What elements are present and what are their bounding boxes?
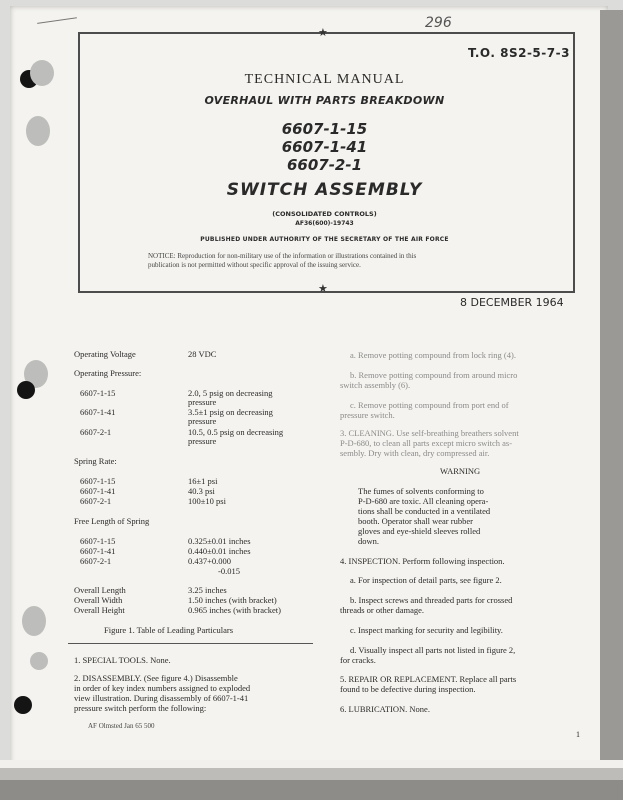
- paragraph-line: a. Remove potting compound from lock ring (4).: [350, 350, 516, 360]
- spec-model: 6607-1-41: [80, 546, 116, 556]
- notice-line: NOTICE: Reproduction for non-military use of the information or illustrations contained in this: [148, 252, 417, 260]
- paragraph-line: pressure switch perform the following:: [74, 703, 207, 713]
- warning-line: P-D-680 are toxic. All cleaning opera-: [358, 496, 489, 506]
- spec-model: 6607-1-15: [80, 476, 116, 486]
- paragraph-line: switch assembly (6).: [340, 380, 411, 390]
- paragraph-line: c. Inspect marking for security and legibility.: [350, 625, 503, 635]
- spec-value: 40.3 psi: [188, 486, 215, 496]
- spec-model: 6607-1-15: [80, 536, 116, 546]
- warning-line: gloves and eye-shield sleeves rolled: [358, 526, 481, 536]
- paragraph-line: pressure switch.: [340, 410, 395, 420]
- contract-number: AF36(600)-19743: [295, 220, 354, 227]
- spec-value: 2.0, 5 psig on decreasing: [188, 388, 273, 398]
- spec-model: 6607-1-41: [80, 407, 116, 417]
- publication-date: 8 DECEMBER 1964: [460, 296, 564, 309]
- spec-model: 6607-1-41: [80, 486, 116, 496]
- notice: [148, 252, 508, 270]
- print-footer: AF Olmsted Jan 65 500: [88, 722, 155, 730]
- paragraph-line: c. Remove potting compound from port end of: [350, 400, 509, 410]
- spec-value: 16±1 psi: [188, 476, 218, 486]
- spec-value: 3.5±1 psig on decreasing: [188, 407, 273, 417]
- spec-model: 6607-2-1: [80, 496, 112, 506]
- manual-type: TECHNICAL MANUAL: [244, 72, 405, 87]
- spec-value: 3.25 inches: [188, 585, 227, 595]
- spec-value: 0.325±0.01 inches: [188, 536, 251, 546]
- divider: [68, 643, 313, 644]
- paragraph-line: b. Remove potting compound from around micro: [350, 370, 518, 380]
- paragraph-line: 3. CLEANING. Use self-breathing breathers solvent: [340, 428, 519, 438]
- model-number: 6607-2-1: [286, 156, 363, 174]
- spec-label: Overall Width: [74, 595, 123, 605]
- publication-authority: PUBLISHED UNDER AUTHORITY OF THE SECRETARY OF THE AIR FORCE: [200, 236, 449, 243]
- spec-value: 0.965 inches (with bracket): [188, 605, 281, 615]
- paragraph-line: 4. INSPECTION. Perform following inspection.: [340, 556, 505, 566]
- document-title: SWITCH ASSEMBLY: [226, 180, 423, 200]
- paragraph-line: P-D-680, to clean all parts except micro switch as-: [340, 438, 513, 448]
- spec-model: 6607-1-15: [80, 388, 116, 398]
- paragraph-line: in order of key index numbers assigned to exploded: [74, 683, 251, 693]
- model-number: 6607-1-41: [281, 138, 368, 156]
- spec-heading: Operating Pressure:: [74, 368, 142, 378]
- spec-value: pressure: [188, 397, 217, 407]
- spec-label: Overall Length: [74, 585, 126, 595]
- spec-heading: Spring Rate:: [74, 456, 117, 466]
- spec-value: 28 VDC: [188, 349, 217, 359]
- paragraph-line: a. For inspection of detail parts, see figure 2.: [350, 575, 502, 585]
- spec-value: pressure: [188, 416, 217, 426]
- warning-line: booth. Operator shall wear rubber: [358, 516, 473, 526]
- warning-line: down.: [358, 536, 380, 546]
- spec-label: Operating Voltage: [74, 349, 136, 359]
- section-special-tools: 1. SPECIAL TOOLS. None.: [74, 655, 171, 665]
- paragraph-line: 6. LUBRICATION. None.: [340, 704, 430, 714]
- paragraph-line: d. Visually inspect all parts not listed in figure 2,: [350, 645, 516, 655]
- page-bottom-edge: [0, 760, 623, 800]
- spec-model: 6607-2-1: [80, 556, 112, 566]
- manufacturer: (CONSOLIDATED CONTROLS): [272, 210, 377, 218]
- spec-value: 10.5, 0.5 psig on decreasing: [188, 427, 284, 437]
- spec-label: Overall Height: [74, 605, 125, 615]
- binder-hole-icon: [30, 652, 48, 670]
- page-edge-shadow: [600, 10, 623, 800]
- paragraph-line: b. Inspect screws and threaded parts for crossed: [350, 595, 513, 605]
- binder-hole-icon: [22, 606, 46, 636]
- paragraph-line: 5. REPAIR OR REPLACEMENT. Replace all parts: [340, 674, 517, 684]
- binder-hole-icon: [14, 696, 32, 714]
- paragraph-line: for cracks.: [340, 655, 376, 665]
- spec-value: 1.50 inches (with bracket): [188, 595, 277, 605]
- spec-value: pressure: [188, 436, 217, 446]
- paragraph-line: threads or other damage.: [340, 605, 425, 615]
- warning-line: tions shall be conducted in a ventilated: [358, 506, 491, 516]
- spec-heading: Free Length of Spring: [74, 516, 150, 526]
- binder-hole-icon: [30, 60, 54, 86]
- spec-model: 6607-2-1: [80, 427, 112, 437]
- paragraph-line: 2. DISASSEMBLY. (See figure 4.) Disassemble: [74, 673, 238, 683]
- spec-value: 0.437+0.000: [188, 556, 232, 566]
- spec-value: 100±10 psi: [188, 496, 226, 506]
- paragraph-line: sembly. Dry with clean, dry compressed air.: [340, 448, 490, 458]
- warning-title: WARNING: [440, 466, 481, 476]
- figure-caption: Figure 1. Table of Leading Particulars: [104, 625, 234, 635]
- paragraph-line: found to be defective during inspection.: [340, 684, 476, 694]
- star-icon: ★: [318, 282, 328, 295]
- notice-line: publication is not permitted without specific approval of the issuing service.: [148, 261, 361, 269]
- page-number: 1: [576, 730, 580, 739]
- paragraph-line: view illustration. During disassembly of 6607-1-41: [74, 693, 249, 703]
- binder-hole-icon: [26, 116, 50, 146]
- spec-value: 0.440±0.01 inches: [188, 546, 251, 556]
- handwritten-number: 296: [425, 15, 452, 31]
- star-icon: ★: [318, 26, 328, 39]
- to-number: T.O. 8S2-5-7-3: [468, 46, 570, 60]
- binder-hole-icon: [17, 381, 35, 399]
- warning-line: The fumes of solvents conforming to: [358, 486, 484, 496]
- model-number: 6607-1-15: [281, 120, 368, 138]
- spec-value: -0.015: [218, 566, 240, 576]
- manual-subtitle: OVERHAUL WITH PARTS BREAKDOWN: [204, 94, 445, 107]
